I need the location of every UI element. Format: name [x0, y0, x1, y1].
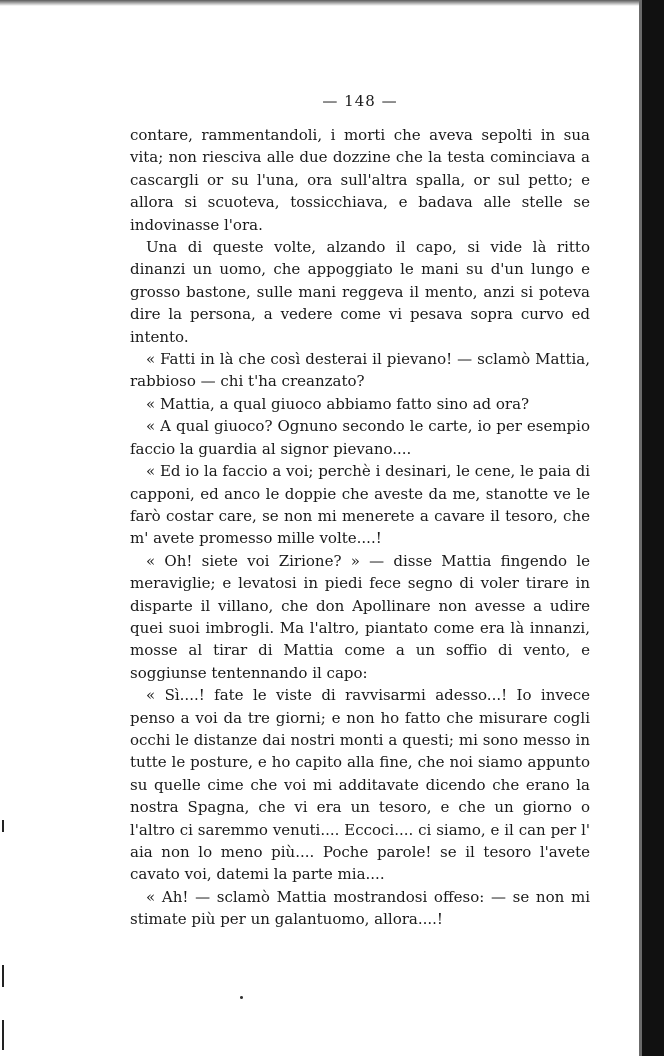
scan-right-edge	[642, 0, 664, 1056]
paragraph: « A qual giuoco? Ognuno secondo le carte, io per esempio faccio la guardia al signor pievano....	[130, 417, 590, 458]
book-page	[130, 92, 590, 931]
paragraph: « Sì....! fate le viste di ravvisarmi adesso...! Io invece penso a voi da tre giorni; e non ho fatto che misurare cogli occhi le distanze dai nostri monti a questi; mi sono messo in tutte le posture, e ho capito alla fine, che noi siamo appunto su quelle cime che voi mi additavate dicendo che erano la nostra Spagna, che vi era un tesoro, e che un giorno o l'altro ci saremmo venuti.... Eccoci.... ci siamo, e il can per l' aia non lo meno più.... Poche parole! se il tesoro l'avete cavato voi, datemi la parte mia....	[130, 686, 590, 884]
margin-mark	[2, 965, 4, 987]
scan-top-edge	[0, 0, 664, 6]
margin-mark	[2, 1020, 4, 1050]
page-number: — 148 —	[322, 92, 398, 110]
paragraph: « Ed io la faccio a voi; perchè i desinari, le cene, le paia di capponi, ed anco le doppie che aveste da me, stanotte ve le farò costar care, se non mi menerete a cavare il tesoro, che m' avete promesso mille volte....!	[130, 462, 590, 548]
paragraph: « Fatti in là che così desterai il pievano! — sclamò Mattia, rabbioso — chi t'ha creanzato?	[130, 350, 590, 391]
paragraph: « Oh! siete voi Zirione? » — disse Mattia fingendo le meraviglie; e levatosi in piedi fece segno di voler tirare in disparte il villano, che don Apollinare non avesse a udire quei suoi imbrogli. Ma l'altro, piantato come era là innanzi, mosse al tirar di Mattia come a un soffio di vento, e soggiunse tentennando il capo:	[130, 551, 590, 682]
page-body	[130, 124, 590, 931]
paragraph: contare, rammentandoli, i morti che aveva sepolti in sua vita; non riesciva alle due dozzine che la testa cominciava a cascargli or su l'una, ora sull'altra spalla, or sul petto; e allora si scuoteva, tossicchiava, e badava alle stelle se indovinasse l'ora.	[130, 126, 590, 234]
scan-speck	[240, 996, 243, 999]
margin-mark	[2, 820, 4, 832]
paragraph: « Ah! — sclamò Mattia mostrandosi offeso: — se non mi stimate più per un galantuomo, allora....!	[130, 887, 590, 929]
paragraph: « Mattia, a qual giuoco abbiamo fatto sino ad ora?	[146, 394, 530, 413]
paragraph: Una di queste volte, alzando il capo, si vide là ritto dinanzi un uomo, che appoggiato le mani su d'un lungo e grosso bastone, sulle mani reggeva il mento, anzi si poteva dire la persona, a vedere come vi pesava sopra curvo ed intento.	[130, 238, 590, 346]
